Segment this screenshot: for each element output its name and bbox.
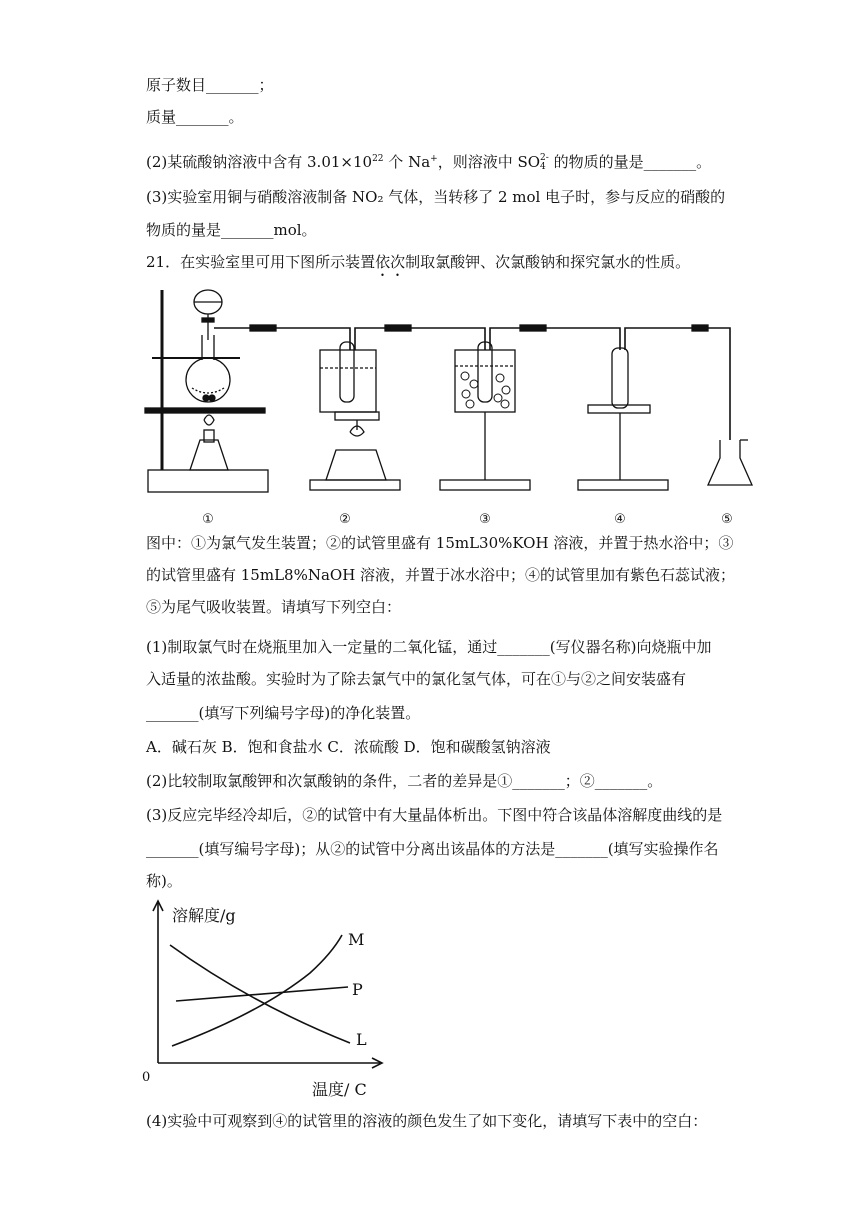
curve-label-p: P xyxy=(352,980,363,999)
line-mass: 质量_______。 xyxy=(146,108,244,126)
q2-text-b: 个 Na xyxy=(383,153,431,171)
q21-emphasis: 依次 xyxy=(375,253,406,271)
solubility-chart xyxy=(140,893,400,1103)
apparatus-label-4: ④ xyxy=(614,512,626,527)
origin-label: 0 xyxy=(142,1070,151,1085)
subquestion-4: (4)实验中可观察到④的试管里的溶液的颜色发生了如下变化，请填写下表中的空白： xyxy=(146,1112,708,1130)
figure-explanation-line2: 的试管里盛有 15mL8%NaOH 溶液，并置于冰水浴中；④的试管里加有紫色石蕊试液； xyxy=(146,566,736,584)
question-3-line1: (3)实验室用铜与硝酸溶液制备 NO₂ 气体，当转移了 2 mol 电子时，参与反应的硝酸的 xyxy=(146,188,726,206)
apparatus-label-3: ③ xyxy=(479,512,491,527)
subquestion-3-line1: (3)反应完毕经冷却后，②的试管中有大量晶体析出。下图中符合该晶体溶解度曲线的是 xyxy=(146,806,723,824)
sulfate-charge: 2- xyxy=(540,153,549,163)
curve-label-l: L xyxy=(356,1030,367,1049)
subquestion-3-line3: 称)。 xyxy=(146,872,182,890)
apparatus-label-1: ① xyxy=(202,512,214,527)
q2-charge: + xyxy=(430,154,438,164)
curve-p xyxy=(176,987,348,1001)
question-3-line2: 物质的量是_______mol。 xyxy=(146,221,317,239)
line-atom-count: 原子数目_______； xyxy=(146,76,274,94)
apparatus-label-2: ② xyxy=(339,512,351,527)
subquestion-1-line2: 入适量的浓盐酸。实验时为了除去氯气中的氯化氢气体，可在①与②之间安装盛有 xyxy=(146,670,687,688)
stand-base-1 xyxy=(148,470,268,492)
subquestion-3-line2: _______(填写编号字母)；从②的试管中分离出该晶体的方法是_______(填写实验操作名 xyxy=(146,840,719,858)
subquestion-1-line3: _______(填写下列编号字母)的净化装置。 xyxy=(146,704,421,722)
apparatus-label-5: ⑤ xyxy=(721,512,733,527)
subquestion-2: (2)比较制取氯酸钾和次氯酸钠的条件，二者的差异是①_______；②_______。 xyxy=(146,772,663,790)
figure-explanation-line1: 图中：①为氯气发生装置；②的试管里盛有 15mL30%KOH 溶液，并置于热水浴中；③ xyxy=(146,534,734,552)
curve-label-m: M xyxy=(348,930,365,949)
x-axis-label: 温度/ C xyxy=(312,1080,367,1099)
q21-text-b: 制取氯酸钾、次氯酸钠和探究氯水的性质。 xyxy=(405,253,691,271)
y-axis-label: 溶解度/g xyxy=(172,906,236,925)
q2-exponent: 22 xyxy=(372,154,384,164)
q21-text-a: 21．在实验室里可用下图所示装置 xyxy=(146,253,376,271)
q2-text-c: ，则溶液中 SO xyxy=(437,153,541,171)
subquestion-1-line1: (1)制取氯气时在烧瓶里加入一定量的二氧化锰，通过_______(写仪器名称)向烧瓶中加 xyxy=(146,638,712,656)
question-21-stem xyxy=(146,251,690,280)
options-list: A．碱石灰 B．饱和食盐水 C．浓硫酸 D．饱和碳酸氢钠溶液 xyxy=(146,738,551,756)
question-2-sodium-sulfate xyxy=(146,148,711,173)
sulfate-subscript: 4 xyxy=(540,162,546,172)
figure-explanation-line3: ⑤为尾气吸收装置。请填写下列空白： xyxy=(146,598,402,616)
q2-text-d: 的物质的量是_______。 xyxy=(548,153,712,171)
lab-apparatus-diagram xyxy=(140,280,760,530)
q2-text-a: (2)某硫酸钠溶液中含有 3.01×10 xyxy=(146,153,373,171)
